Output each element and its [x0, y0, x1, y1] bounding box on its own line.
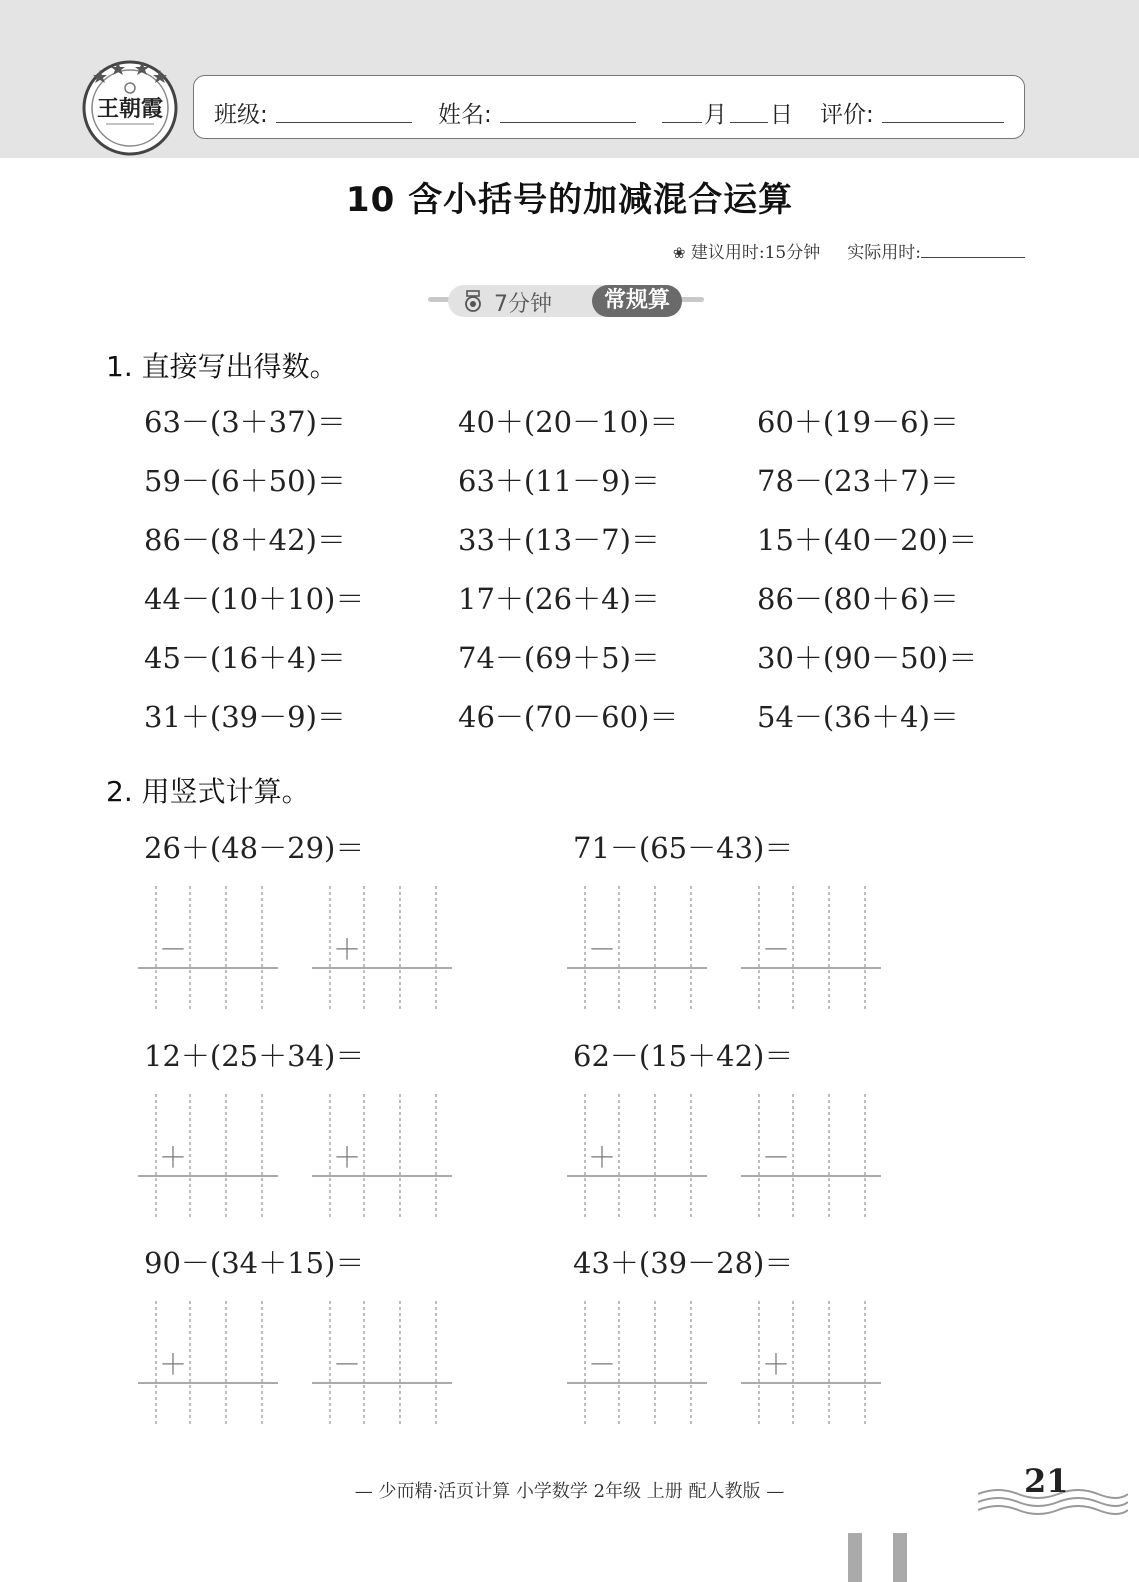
- vertical-exercise: 62－(15＋42)＝: [573, 1039, 794, 1073]
- medal-icon: [462, 290, 484, 312]
- edge-tab: [893, 1533, 907, 1582]
- calculation-grid[interactable]: [312, 1094, 452, 1220]
- flower-icon: ❀: [672, 244, 686, 262]
- time-banner: [448, 285, 682, 317]
- rating-field[interactable]: [882, 122, 1004, 123]
- logo-text: 王朝霞: [96, 96, 164, 122]
- operator-sign: －: [332, 1348, 362, 1381]
- publisher-logo: [80, 54, 180, 158]
- month-label: 月: [704, 102, 727, 128]
- operator-sign: －: [761, 1141, 791, 1174]
- oral-exercise: 45－(16＋4)＝: [144, 641, 346, 675]
- operator-sign: ＋: [158, 1348, 188, 1381]
- actual-time-field[interactable]: [921, 243, 1025, 258]
- banner-tag: 常规算: [592, 285, 682, 317]
- oral-exercise: 33＋(13－7)＝: [458, 523, 660, 557]
- oral-exercise: 40＋(20－10)＝: [458, 405, 679, 439]
- page-number: 21: [1024, 1462, 1069, 1500]
- operator-sign: －: [587, 1348, 617, 1381]
- calculation-grid[interactable]: [741, 886, 881, 1012]
- calculation-grid[interactable]: [138, 1094, 278, 1220]
- vertical-exercise: 12＋(25＋34)＝: [144, 1039, 365, 1073]
- calculation-grid[interactable]: [741, 1094, 881, 1220]
- vertical-exercise: 90－(34＋15)＝: [144, 1246, 365, 1280]
- oral-exercise: 54－(36＋4)＝: [757, 700, 959, 734]
- name-field[interactable]: [500, 122, 636, 123]
- day-label: 日: [770, 102, 793, 128]
- banner-line-right: [680, 297, 704, 302]
- section1-title: 1. 直接写出得数。: [106, 350, 338, 383]
- operator-sign: ＋: [158, 1141, 188, 1174]
- oral-exercise: 30＋(90－50)＝: [757, 641, 978, 675]
- calculation-grid[interactable]: [741, 1301, 881, 1427]
- month-field[interactable]: [662, 122, 702, 123]
- banner-time: 7分钟: [494, 292, 552, 317]
- calculation-grid[interactable]: [138, 1301, 278, 1427]
- name-label: 姓名:: [438, 102, 492, 128]
- class-field[interactable]: [276, 122, 412, 123]
- calculation-grid[interactable]: [567, 1301, 707, 1427]
- edge-tab: [848, 1533, 862, 1582]
- oral-exercise: 86－(80＋6)＝: [757, 582, 959, 616]
- vertical-exercise: 43＋(39－28)＝: [573, 1246, 794, 1280]
- suggested-time: 建议用时:15分钟: [690, 243, 821, 263]
- vertical-exercise: 71－(65－43)＝: [573, 831, 794, 865]
- operator-sign: －: [158, 933, 188, 966]
- timing-info: [673, 238, 1025, 263]
- actual-time-label: 实际用时:: [847, 243, 921, 263]
- section2-title: 2. 用竖式计算。: [106, 775, 310, 808]
- operator-sign: ＋: [332, 933, 362, 966]
- operator-sign: ＋: [761, 1348, 791, 1381]
- operator-sign: －: [587, 933, 617, 966]
- oral-exercise: 17＋(26＋4)＝: [458, 582, 660, 616]
- calculation-grid[interactable]: [567, 1094, 707, 1220]
- footer-text: — 少而精·活页计算 小学数学 2年级 上册 配人教版 —: [354, 1481, 785, 1502]
- calculation-grid[interactable]: [567, 886, 707, 1012]
- oral-exercise: 74－(69＋5)＝: [458, 641, 660, 675]
- calculation-grid[interactable]: [312, 1301, 452, 1427]
- oral-exercise: 78－(23＋7)＝: [757, 464, 959, 498]
- oral-exercise: 60＋(19－6)＝: [757, 405, 959, 439]
- oral-exercise: 44－(10＋10)＝: [144, 582, 365, 616]
- oral-exercise: 63＋(11－9)＝: [458, 464, 660, 498]
- operator-sign: －: [761, 933, 791, 966]
- vertical-exercise: 26＋(48－29)＝: [144, 831, 365, 865]
- oral-exercise: 31＋(39－9)＝: [144, 700, 346, 734]
- oral-exercise: 15＋(40－20)＝: [757, 523, 978, 557]
- oral-exercise: 86－(8＋42)＝: [144, 523, 346, 557]
- student-info-box: [193, 75, 1025, 139]
- oral-exercise: 46－(70－60)＝: [458, 700, 679, 734]
- rating-label: 评价:: [820, 102, 874, 128]
- class-label: 班级:: [214, 102, 268, 128]
- calculation-grid[interactable]: [312, 886, 452, 1012]
- day-field[interactable]: [730, 122, 768, 123]
- operator-sign: ＋: [332, 1141, 362, 1174]
- calculation-grid[interactable]: [138, 886, 278, 1012]
- oral-exercise: 59－(6＋50)＝: [144, 464, 346, 498]
- page-title: 10 含小括号的加减混合运算: [345, 180, 794, 220]
- oral-exercise: 63－(3＋37)＝: [144, 405, 346, 439]
- operator-sign: ＋: [587, 1141, 617, 1174]
